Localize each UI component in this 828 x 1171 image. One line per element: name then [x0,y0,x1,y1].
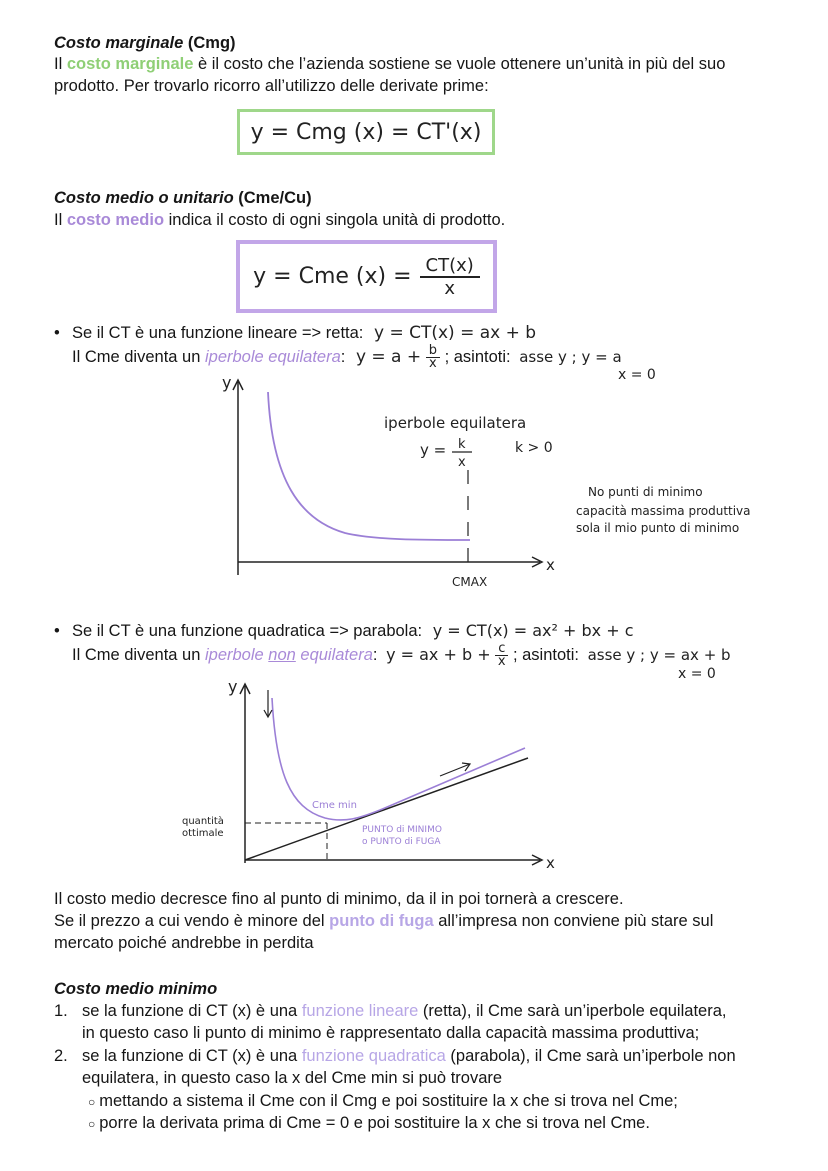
linear-title-hand: iperbole equilatera [384,414,527,432]
quad-punto1: PUNTO di MINIMO [362,825,442,835]
after-paragraph [54,888,794,954]
linear-note2: capacità massima produttiva [576,504,751,518]
minimo-item-1-key: funzione lineare [301,1002,419,1020]
minimo-sub-2-text: porre la derivata prima di Cme = 0 e poi sostituire la x che si trova nel Cme. [99,1114,650,1132]
cmg-p-pre: Il [54,55,67,73]
cme-heading-paren: (Cme/Cu) [238,189,312,207]
cmg-heading-main: Costo marginale [54,34,184,52]
cme-p-pre: Il [54,211,67,229]
linear-line2-frac [426,345,440,370]
quad-line2-key-b: non [268,645,296,664]
cmg-p-line2: prodotto. Per trovarlo ricorro all’utilizzo delle derivate prime: [54,77,489,95]
quad-quant2: ottimale [182,828,224,839]
linear-x-label: x [546,556,555,574]
linear-frac-num: b [426,345,440,358]
linear-note1: No punti di minimo [588,485,703,499]
linear-line2 [72,345,622,370]
after-line2-post: all’impresa non conviene più stare sul [433,912,714,930]
linear-bullet: • [54,324,60,342]
minimo-item-1-pre: se la funzione di CT (x) è una [82,1002,302,1020]
quad-line1-hand: y = CT(x) = ax² + bx + c [432,621,634,640]
cme-formula-left: y = Cme (x) = [253,264,412,289]
quad-line1: Se il CT è una funzione quadratica => parabola: [72,622,423,640]
quad-cme-min: Cme min [312,800,357,811]
minimo-sub-1-bullet: ○ [88,1095,96,1109]
cmg-formula-box [237,109,495,155]
linear-line2-mid: ; asintoti: [444,347,511,366]
linear-eq-hand: y = [420,441,447,459]
cme-p-post: indica il costo di ogni singola unità di prodotto. [164,211,506,229]
linear-y-label: y [222,373,232,392]
cme-heading [54,187,312,209]
minimo-heading: Costo medio minimo [54,980,218,998]
cme-fraction-den: x [444,277,455,299]
minimo-item-1-line2: in questo caso li punto di minimo è rappresentato dalla capacità massima produttiva; [82,1024,700,1042]
quad-punto2: o PUNTO di FUGA [362,837,441,847]
minimo-sub-1 [88,1090,678,1113]
minimo-sub-2 [88,1112,650,1135]
quad-line2-pre: Il Cme diventa un [72,645,205,664]
minimo-sub-1-text: mettando a sistema il Cme con il Cmg e poi sostituire la x che si trova nel Cme; [99,1092,678,1110]
cmg-paragraph [54,53,794,97]
quad-line2-hand: y = ax + b + [386,644,491,664]
quad-x-label: x [546,854,555,872]
minimo-item-2-pre: se la funzione di CT (x) è una [82,1047,302,1065]
after-line1: Il costo medio decresce fino al punto di minimo, da il in poi tornerà a crescere. [54,890,624,908]
minimo-item-1-num: 1. [54,1002,68,1020]
linear-eq-num: k [458,437,466,452]
cme-fraction-num: CT(x) [420,255,480,278]
quad-cme-curve [272,698,525,820]
linear-line2-key: iperbole equilatera [204,347,341,366]
cmg-heading [54,32,236,54]
quad-bullet: • [54,622,60,640]
quad-line2-mid: ; asintoti: [512,645,579,664]
linear-line1: Se il CT è una funzione lineare => retta: [72,324,364,342]
quad-bullet-line1 [54,620,634,642]
quad-line2-key-c: equilatera [295,645,373,664]
minimo-item-1-post: (retta), il Cme sarà un’iperbole equilatera, [418,1002,727,1020]
after-line2-key: punto di fuga [329,912,434,930]
quad-frac-den: x [497,654,506,669]
cmg-heading-paren: (Cmg) [187,34,236,52]
cme-paragraph [54,209,505,231]
linear-graph [0,370,828,595]
minimo-item-2-key: funzione quadratica [301,1047,446,1065]
minimo-sub-2-bullet: ○ [88,1117,96,1131]
quad-frac-num: c [495,643,508,656]
quad-y-label: y [228,677,238,696]
quad-line2-frac [495,643,508,668]
linear-cmax: CMAX [452,575,488,589]
linear-line2-pre: Il Cme diventa un [72,347,205,366]
minimo-item-1 [54,1000,814,1044]
linear-eq-den: x [458,455,466,470]
minimo-item-2-line2: equilatera, in questo caso la x del Cme min si può trovare [82,1069,503,1087]
quad-quant1: quantità [182,816,224,827]
minimo-item-2-post: (parabola), il Cme sarà un’iperbole non [445,1047,736,1065]
linear-frac-den: x [429,356,437,371]
linear-note3: sola il mio punto di minimo [576,521,740,535]
linear-line2-colon: : [340,347,346,366]
quad-line2-key-a: iperbole [204,645,269,664]
linear-asintoti-hand: asse y ; y = a [519,347,622,366]
quad-asintoti-hand: asse y ; y = ax + b [587,645,731,664]
cmg-formula: y = Cmg (x) = CT'(x) [250,119,482,145]
after-line2-pre: Se il prezzo a cui vendo è minore del [54,912,330,930]
quad-asintoti-hand2: x = 0 [678,666,716,682]
linear-line1-hand: y = CT(x) = ax + b [373,323,537,343]
cmg-keyword: costo marginale [66,55,194,73]
linear-bullet-line1 [54,322,536,344]
linear-asintoti-hand2: x = 0 [618,367,656,383]
cme-formula-box [236,240,497,313]
linear-k-cond: k > 0 [515,440,553,456]
minimo-item-2 [54,1045,814,1089]
cme-fraction [420,255,480,299]
cme-heading-main: Costo medio o unitario [54,189,234,207]
cme-keyword: costo medio [66,211,165,229]
linear-line2-hand: y = a + [355,346,422,367]
cmg-p-post: è il costo che l’azienda sostiene se vuole ottenere un’unità in più del suo [193,55,726,73]
after-line3: mercato poiché andrebbe in perdita [54,934,314,952]
minimo-item-2-num: 2. [54,1047,68,1065]
quad-graph [0,668,828,878]
quad-line2 [72,643,731,668]
quad-line2-colon: : [372,645,378,664]
